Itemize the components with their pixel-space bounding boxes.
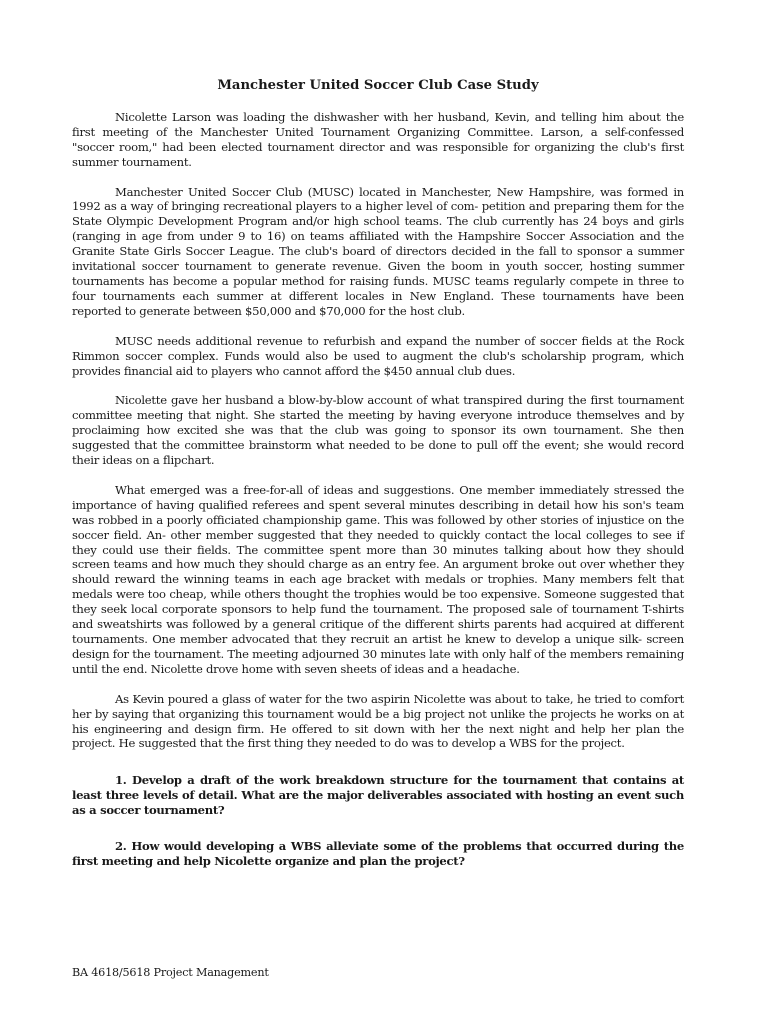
question-1: 1. Develop a draft of the work breakdown structure for the tournament that contains at least three levels of detail. What are the major deliverables associated with hosting an event such as a soccer tournament? <box>72 773 684 818</box>
paragraph-intro: Nicolette Larson was loading the dishwasher with her husband, Kevin, and telling him about the first meeting of the Manchester United Tournament Organizing Committee. Larson, a self-confessed "soccer room," had been elected tournament director and was responsible for organizing the club's first summer tournament. <box>72 109 684 169</box>
paragraph-brainstorm: What emerged was a free-for-all of ideas and suggestions. One member immediately stressed the importance of having qualified referees and spent several minutes describing in detail how his son's team was robbed in a poorly officiated championship game. This was followed by other stories of injustice on the soccer field. An- other member suggested that they needed to quickly contact the local colleges to see if they could use their fields. The committee spent more than 30 minutes talking about how they should screen teams and how much they should charge as an entry fee. An argument broke out over whether they should reward the winning teams in each age bracket with medals or trophies. Many members felt that medals were too cheap, while others thought the trophies would be too expensive. Someone suggested that they seek local corporate sponsors to help fund the tournament. The proposed sale of tournament T-shirts and sweatshirts was followed by a general critique of the different shirts parents had acquired at different tournaments. One member advocated that they recruit an artist he knew to develop a unique silk- screen design for the tournament. The meeting adjourned 30 minutes late with only half of the members remaining until the end. Nicolette drove home with seven sheets of ideas and a headache. <box>72 482 684 676</box>
page-footer: BA 4618/5618 Project Management <box>72 966 269 979</box>
document-body <box>72 79 684 890</box>
document-title: Manchester United Soccer Club Case Study <box>217 78 539 93</box>
question-2: 2. How would developing a WBS alleviate some of the problems that occurred during the first meeting and help Nicolette organize and plan the project? <box>72 839 684 868</box>
paragraph-club-background: Manchester United Soccer Club (MUSC) located in Manchester, New Hampshire, was formed in 1992 as a way of bringing recreational players to a higher level of com- petition and preparing them for the State Olympic Development Program and/or high school teams. The club currently has 24 boys and girls (ranging in age from under 9 to 16) on teams affiliated with the Hampshire Soccer Association and the Granite State Girls Soccer League. The club's board of directors decided in the fall to sponsor a summer invitational soccer tournament to generate revenue. Given the boom in youth soccer, hosting summer tournaments has become a popular method for raising funds. MUSC teams regularly compete in three to four tournaments each summer at different locales in New England. These tournaments have been reported to generate between $50,000 and $70,000 for the host club. <box>72 184 684 318</box>
paragraph-revenue-need: MUSC needs additional revenue to refurbish and expand the number of soccer fields at the Rock Rimmon soccer complex. Funds would also be used to augment the club's scholarship program, which provides financial aid to players who cannot afford the $450 annual club dues. <box>72 333 684 378</box>
paragraph-kevin-advice: As Kevin poured a glass of water for the two aspirin Nicolette was about to take, he tried to comfort her by saying that organizing this tournament would be a big project not unlike the projects he works on at his engineering and design firm. He offered to sit down with her the next night and help her plan the project. He suggested that the first thing they needed to do was to develop a WBS for the project. <box>72 691 684 751</box>
paragraph-meeting-account: Nicolette gave her husband a blow-by-blow account of what transpired during the first tournament committee meeting that night. She started the meeting by having everyone introduce themselves and by proclaiming how excited she was that the club was going to sponsor its own tournament. She then suggested that the committee brainstorm what needed to be done to pull off the event; she would record their ideas on a flipchart. <box>72 393 684 468</box>
